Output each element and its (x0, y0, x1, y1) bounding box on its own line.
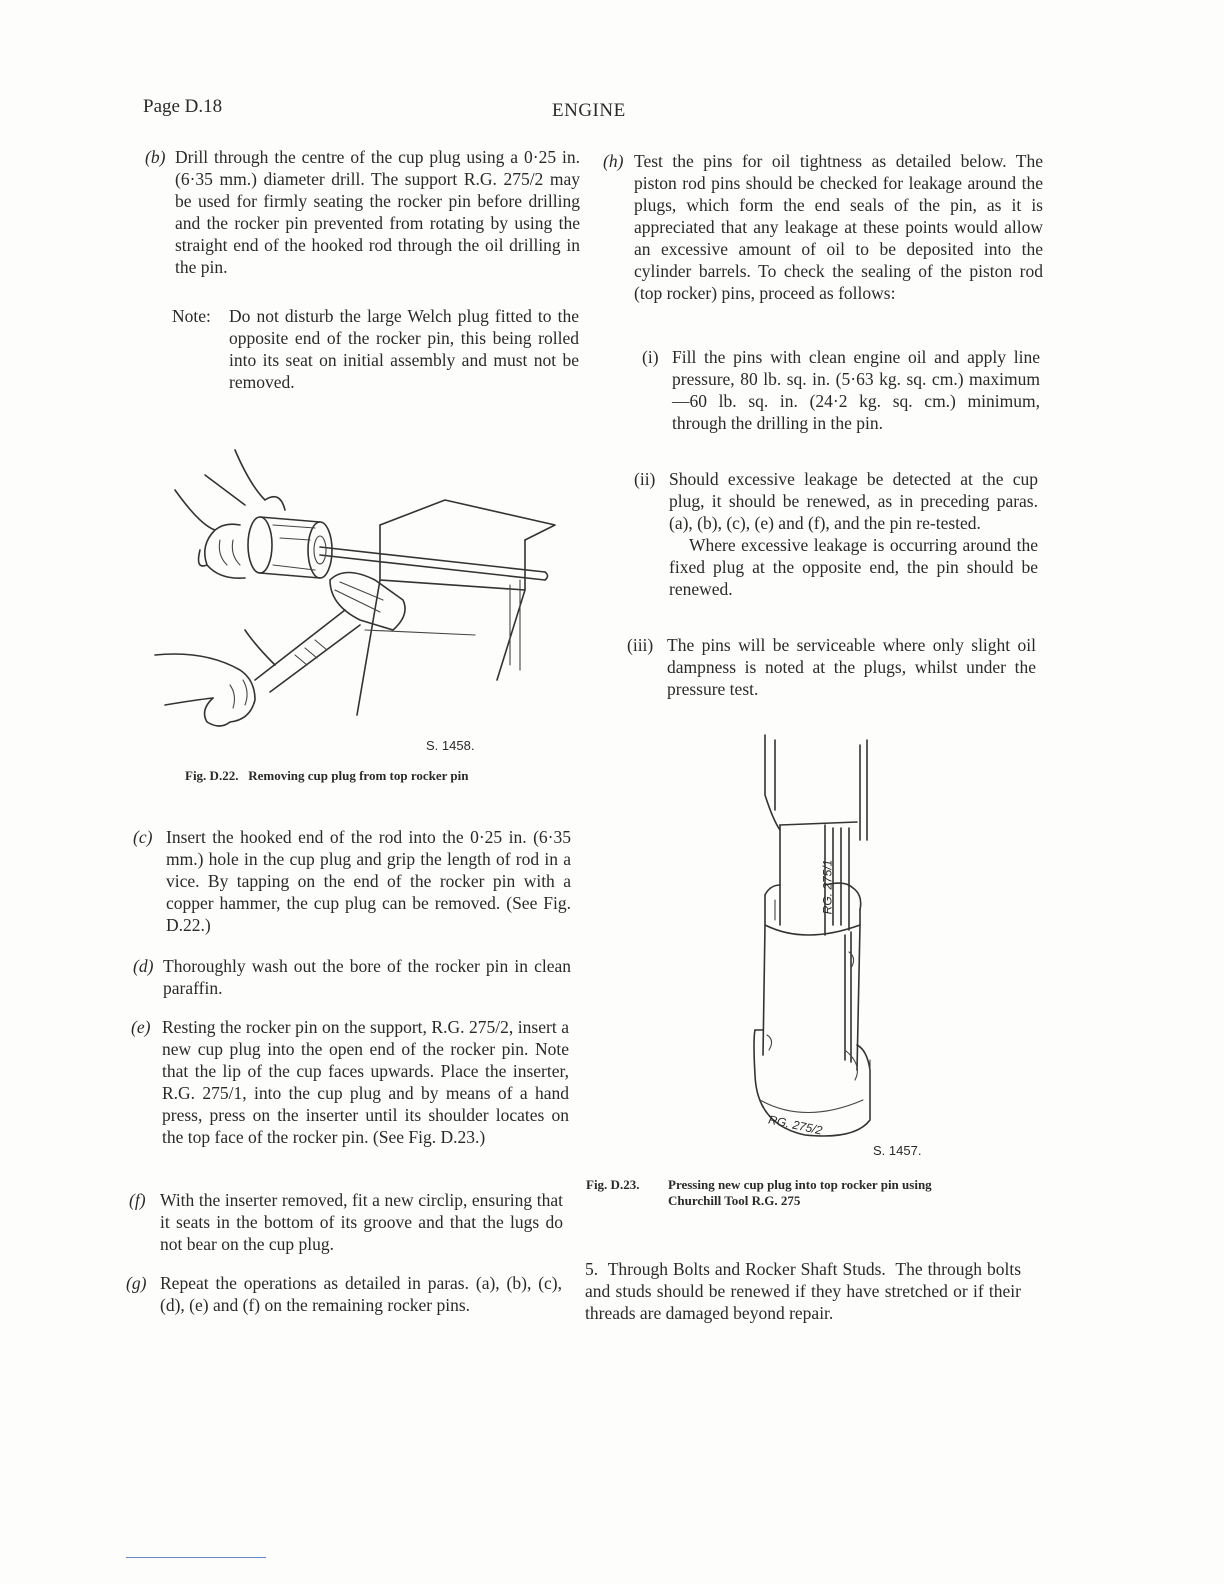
fig-d23-illustration (745, 730, 895, 1160)
para-b (145, 146, 580, 278)
para-label: (c) (133, 827, 153, 847)
para-label: (i) (642, 347, 659, 367)
para-label: (h) (603, 151, 624, 171)
tool-label-rg275-1: RG. 275/1 (820, 859, 835, 915)
para-c (133, 826, 571, 936)
para-text-2: Where excessive leakage is occurring around the fixed plug at the opposite end, the pin should be renewed. (669, 535, 1038, 599)
para-text: Repeat the operations as detailed in paras. (a), (b), (c), (d), (e) and (f) on the remaining rocker pins. (160, 1273, 562, 1315)
footer-rule (126, 1557, 266, 1558)
para-text: Test the pins for oil tightness as detailed below. The piston rod pins should be checked for leakage around the plugs, which form the end seals of the pin, as it is appreciated that any leakage at these points would allow an excessive amount of oil to be deposited into the cylinder barrels. To check the sealing of the piston rod (top rocker) pins, proceed as follows: (634, 151, 1043, 303)
fig-d22-caption (185, 768, 469, 784)
para-text: Thoroughly wash out the bore of the rocker pin in clean paraffin. (163, 956, 571, 998)
page-number: Page D.18 (143, 96, 223, 117)
para-label: (f) (129, 1190, 146, 1210)
para-text: The pins will be serviceable where only slight oil dampness is noted at the plugs, whilst under the pressure test. (667, 635, 1036, 699)
para-text: With the inserter removed, fit a new circlip, ensuring that it seats in the bottom of its groove and that the lugs do not bear on the cup plug. (160, 1190, 563, 1254)
para-e (131, 1016, 569, 1148)
para-ii (634, 468, 1038, 600)
note-block (172, 305, 579, 393)
caption-text: Pressing new cup plug into top rocker pin using Churchill Tool R.G. 275 (668, 1177, 932, 1208)
section-5 (585, 1258, 1021, 1324)
fig-d22-ref: S. 1458. (426, 738, 475, 753)
para-i (642, 346, 1040, 434)
section-number: 5. (585, 1259, 599, 1279)
para-d (133, 955, 571, 999)
para-label: (b) (145, 147, 166, 167)
page-title: ENGINE (552, 100, 626, 121)
caption-number: Fig. D.23. (586, 1177, 640, 1192)
section-text: The through bolts and studs should be renewed if they have stretched or if their threads are damaged beyond repair. (585, 1259, 1022, 1323)
fig-d23-ref: S. 1457. (873, 1143, 922, 1158)
section-heading: Through Bolts and Rocker Shaft Studs. (607, 1259, 886, 1279)
para-text: Resting the rocker pin on the support, R.G. 275/2, insert a new cup plug into the open end of the rocker pin. Note that the lip of the cup faces upwards. Place the inserter, R.G. 275/1, into the cup plug and by means of a hand press, press on the inserter until its shoulder locates on the top face of the rocker pin. (See Fig. D.23.) (162, 1017, 569, 1147)
caption-number: Fig. D.22. (185, 768, 239, 783)
tool-label-rg275-2: RG. 275/2 (767, 1112, 824, 1138)
fig-d22-illustration (145, 430, 575, 730)
para-text: Drill through the centre of the cup plug using a 0·25 in. (6·35 mm.) diameter drill. The support R.G. 275/2 may be used for firmly seating the rocker pin before drilling and the rocker pin prevented from rotating by using the straight end of the hooked rod through the oil drilling in the pin. (175, 147, 580, 277)
para-h (603, 150, 1043, 304)
note-label: Note: (172, 306, 211, 326)
para-text: Insert the hooked end of the rod into the 0·25 in. (6·35 mm.) hole in the cup plug and grip the length of rod in a vice. By tapping on the end of the rocker pin with a copper hammer, the cup plug can be removed. (See Fig. D.22.) (166, 827, 571, 935)
para-text: Should excessive leakage be detected at the cup plug, it should be renewed, as in preceding paras. (a), (b), (c), (e) and (f), and the pin re-tested. (669, 469, 1038, 533)
para-text: Fill the pins with clean engine oil and apply line pressure, 80 lb. sq. in. (5·63 kg. sq. cm.) maximum—60 lb. sq. in. (24·2 kg. sq. cm.) minimum, through the drilling in the pin. (672, 347, 1040, 433)
para-f (129, 1189, 563, 1255)
caption-text: Removing cup plug from top rocker pin (248, 768, 469, 783)
note-text: Do not disturb the large Welch plug fitted to the opposite end of the rocker pin, this being rolled into its seat on initial assembly and must not be removed. (229, 306, 579, 392)
para-label: (d) (133, 956, 154, 976)
para-iii (627, 634, 1036, 700)
para-label: (iii) (627, 635, 654, 655)
para-g (126, 1272, 562, 1316)
para-label: (ii) (634, 469, 656, 489)
para-label: (e) (131, 1017, 151, 1037)
fig-d23-caption (586, 1177, 986, 1209)
para-label: (g) (126, 1273, 147, 1293)
